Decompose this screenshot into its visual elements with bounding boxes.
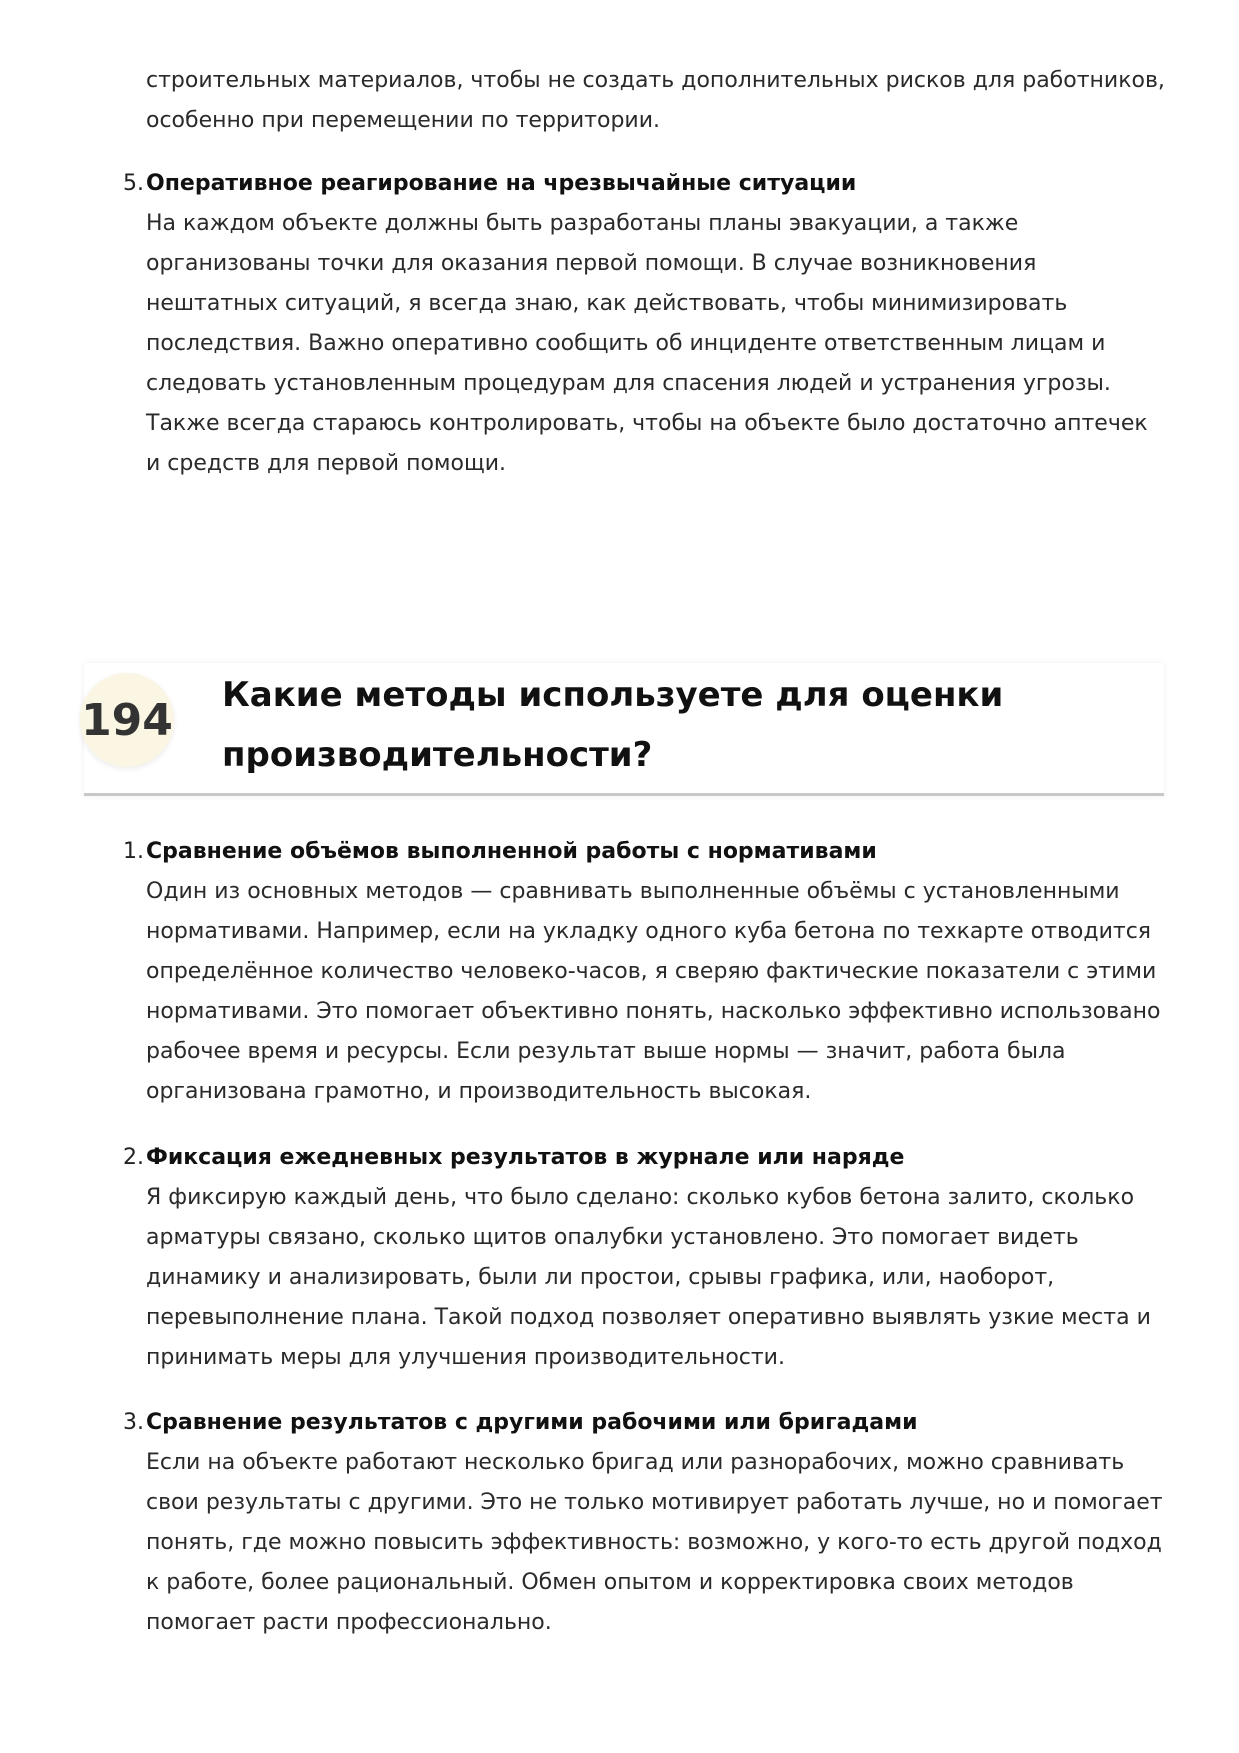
question-title: Какие методы используете для оценки производительности? — [222, 675, 1004, 775]
list-item-number: 3. — [123, 1410, 144, 1435]
list-item-text: На каждом объекте должны быть разработаны планы эвакуации, а также организованы точки для оказания первой помощи. В случае возникновения нештатных ситуаций, я всегда знаю, как действовать, чтобы минимизировать последствия. Важно оперативно сообщить об инциденте ответственным лицам и следовать установленным процедурам для спасения людей и устранения угрозы. Также всегда стараюсь контролировать, чтобы на объекте было достаточно аптечек и средств для первой помощи. — [146, 211, 1148, 476]
list-item-number: 5. — [123, 171, 144, 196]
question-number-badge: 194 — [80, 673, 174, 767]
list-item-text: Я фиксирую каждый день, что было сделано: сколько кубов бетона залито, сколько арматуры связано, сколько щитов опалубки установлено. Это помогает видеть динамику и анализировать, были ли простои, срывы графика, или, наоборот, перевыполнение плана. Такой подход позволяет оперативно выявлять узкие места и принимать меры для улучшения производительности. — [146, 1185, 1151, 1370]
list-item-heading: Оперативное реагирование на чрезвычайные ситуации — [146, 171, 857, 196]
list-item-number: 1. — [123, 839, 144, 864]
continuation-paragraph: строительных материалов, чтобы не создать дополнительных рисков для работников, особенно при перемещении по территории. — [146, 68, 1165, 133]
list-item-3 — [123, 1403, 1166, 1643]
list-item-text: Если на объекте работают несколько бригад или разнорабочих, можно сравнивать свои результаты с другими. Это не только мотивирует работать лучше, но и помогает понять, где можно повысить эффективность: возможно, у кого-то есть другой подход к работе, более рациональный. Обмен опытом и корректировка своих методов помогает расти профессионально. — [146, 1450, 1163, 1635]
list-item-number: 2. — [123, 1145, 144, 1170]
list-item-1 — [123, 832, 1166, 1112]
list-item-heading: Сравнение объёмов выполненной работы с нормативами — [146, 839, 877, 864]
list-item-heading: Сравнение результатов с другими рабочими или бригадами — [146, 1410, 918, 1435]
list-item-text: Один из основных методов — сравнивать выполненные объёмы с установленными нормативами. Например, если на укладку одного куба бетона по техкарте отводится определённое количество человеко-часов, я сверяю фактические показатели с этими нормативами. Это помогает объективно понять, насколько эффективно использовано рабочее время и ресурсы. Если результат выше нормы — значит, работа была организована грамотно, и производительность высокая. — [146, 879, 1161, 1104]
question-header — [81, 663, 1164, 796]
list-item-2 — [123, 1138, 1166, 1378]
list-item-heading: Фиксация ежедневных результатов в журнале или наряде — [146, 1145, 905, 1170]
list-item-5 — [123, 164, 1166, 484]
